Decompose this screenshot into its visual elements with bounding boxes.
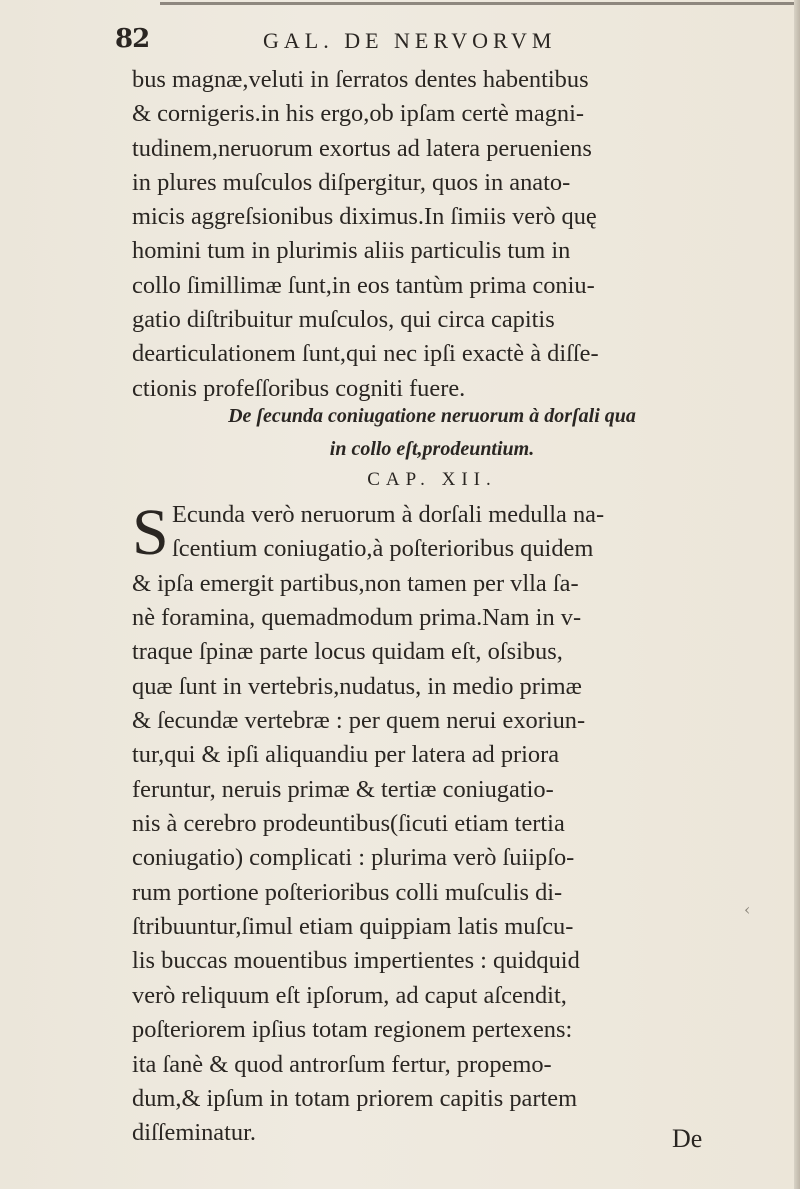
text-line: Ecunda verò neruorum à dorſali medulla na-	[172, 501, 605, 528]
drop-cap: S	[132, 496, 169, 569]
chapter-paragraph	[132, 498, 732, 1151]
text-line: dum,& ipſum in totam priorem capitis partem	[132, 1084, 578, 1112]
text-line: bus magnæ,veluti in ſerratos dentes habentibus	[132, 66, 589, 93]
text-line: diſſeminatur.	[132, 1119, 256, 1147]
body-paragraph	[132, 63, 732, 406]
text-line: & cornigeris.in his ergo,ob ipſam certè magni-	[132, 100, 585, 128]
text-line: micis aggreſsionibus diximus.In ſimiis verò quę	[132, 203, 597, 231]
text-line: homini tum in plurimis aliis particulis tum in	[132, 237, 571, 265]
margin-mark: ‹	[744, 900, 751, 919]
text-line: collo ſimillimæ ſunt,in eos tantùm prima coniu-	[132, 271, 595, 299]
page-number: 82	[115, 24, 150, 54]
text-line: traque ſpinæ parte locus quidam eſt, oſsibus,	[132, 638, 563, 666]
text-line: verò reliquum eſt ipſorum, ad caput aſcendit,	[132, 981, 567, 1009]
text-line: nè foramina, quemadmodum prima.Nam in v-	[132, 604, 582, 632]
text-line: feruntur, neruis primæ & tertiæ coniugatio-	[132, 775, 554, 803]
running-title: GAL. DE NERVORVM	[263, 28, 557, 53]
top-edge-rule	[160, 2, 800, 5]
text-line: ita ſanè & quod antrorſum fertur, propemo-	[132, 1050, 552, 1078]
text-line: in plures muſculos diſpergitur, quos in anato-	[132, 168, 571, 196]
chapter-heading	[132, 400, 732, 466]
text-line: & ipſa emergit partibus,non tamen per vlla ſa-	[132, 569, 579, 597]
text-line: gatio diſtribuitur muſculos, qui circa capitis	[132, 306, 555, 334]
page-edge-shadow	[794, 0, 800, 1189]
text-line: dearticulationem ſunt,qui nec ipſi exactè à diſſe-	[132, 340, 599, 368]
text-line: coniugatio) complicati : plurima verò ſuiipſo-	[132, 844, 575, 872]
catchword: De	[672, 1124, 703, 1153]
text-line: & ſecundæ vertebræ : per quem nerui exoriun-	[132, 707, 586, 735]
text-line: tur,qui & ipſi aliquandiu per latera ad priora	[132, 741, 560, 769]
chapter-heading-line: De ſecunda coniugatione neruorum à dorſali qua	[228, 405, 636, 427]
text-line: rum portione poſterioribus colli muſculis di-	[132, 878, 563, 906]
text-line: quæ ſunt in vertebris,nudatus, in medio primæ	[132, 672, 582, 700]
page-header	[115, 24, 755, 58]
text-line: nis à cerebro prodeuntibus(ſicuti etiam tertia	[132, 810, 565, 838]
text-line: ſtribuuntur,ſimul etiam quippiam latis muſcu-	[132, 913, 574, 941]
text-line: ſcentium coniugatio,à poſterioribus quidem	[172, 535, 594, 563]
text-line: tudinem,neruorum exortus ad latera perueniens	[132, 134, 592, 162]
text-line: lis buccas mouentibus impertientes : quidquid	[132, 947, 580, 975]
text-line: ctionis profeſſoribus cogniti fuere.	[132, 374, 466, 402]
text-line: poſteriorem ipſius totam regionem pertexens:	[132, 1016, 573, 1044]
chapter-heading-line: in collo eſt,prodeuntium.	[329, 438, 535, 460]
chapter-number: CAP. XII.	[367, 469, 497, 490]
